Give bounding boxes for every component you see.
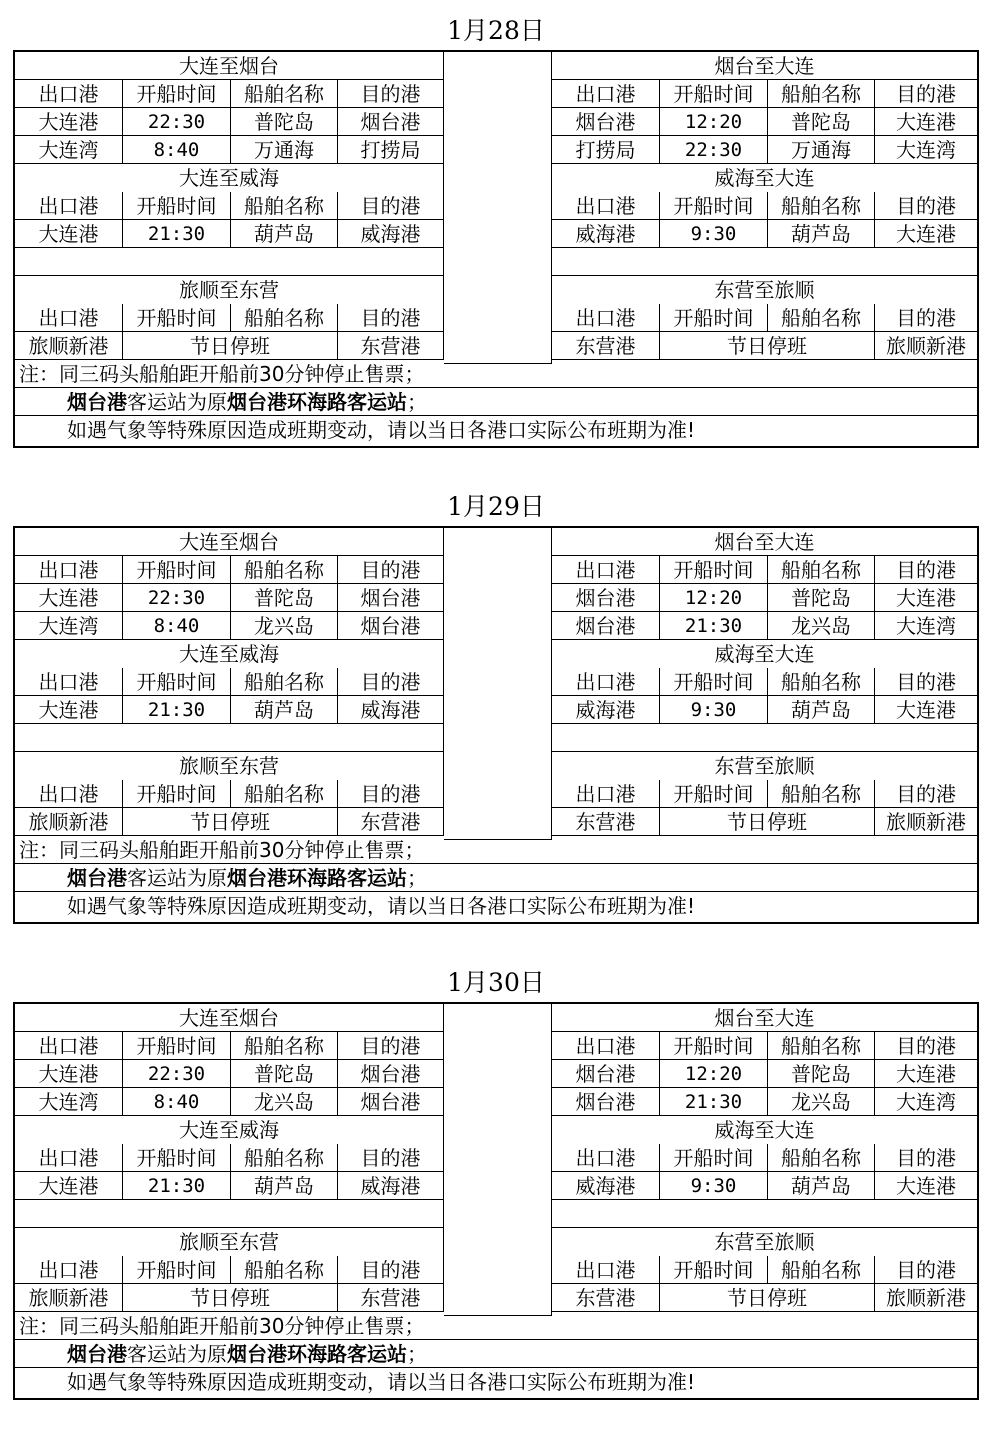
- day-schedule: [13, 16, 979, 448]
- table-row: [15, 1060, 977, 1088]
- header-destination-port: 目的港: [338, 304, 444, 332]
- header-destination-port: 目的港: [338, 80, 444, 108]
- route-title-dalian-weihai: 大连至威海: [15, 640, 444, 668]
- note-text: 如遇气象等特殊原因造成班期变动，请以当日各港口实际公布班期为准!: [67, 1370, 696, 1394]
- note-bold-text: 烟台港环海路客运站: [227, 866, 407, 890]
- cell-destination: 大连港: [875, 108, 977, 136]
- cell-time: 9:30: [660, 696, 768, 724]
- cell-time: 12:20: [660, 584, 768, 612]
- table-row: [15, 136, 977, 164]
- route-title-weihai-dalian: 威海至大连: [714, 1118, 815, 1142]
- header-departure-time: 开船时间: [123, 556, 231, 584]
- header-ship-name: 船舶名称: [231, 1032, 338, 1060]
- empty-row: [15, 724, 444, 752]
- cell-destination: 大连港: [875, 220, 977, 248]
- cell-port: 烟台港: [552, 612, 660, 640]
- cell-destination: 威海港: [338, 1172, 444, 1200]
- note-text: ；: [407, 1342, 427, 1366]
- note-ticket-stop: [15, 836, 977, 864]
- header-departure-time: 开船时间: [660, 780, 768, 808]
- cell-destination: 旅顺新港: [875, 808, 977, 836]
- cell-time: 22:30: [123, 1060, 231, 1088]
- note-bold-text: 烟台港: [67, 866, 127, 890]
- table-row: [15, 808, 977, 836]
- cell-port: 旅顺新港: [15, 808, 123, 836]
- note-text: 客运站为原: [127, 390, 227, 414]
- header-departure-time: 开船时间: [660, 1256, 768, 1284]
- header-ship-name: 船舶名称: [768, 780, 875, 808]
- header-departure-port: 出口港: [15, 192, 123, 220]
- header-ship-name: 船舶名称: [768, 668, 875, 696]
- header-destination-port: 目的港: [338, 556, 444, 584]
- cell-destination: 旅顺新港: [875, 1284, 977, 1312]
- cell-status: 节日停班: [123, 332, 338, 360]
- cell-ship: 龙兴岛: [231, 1088, 338, 1116]
- cell-time: 21:30: [123, 1172, 231, 1200]
- cell-port: 大连湾: [15, 1088, 123, 1116]
- cell-port: 东营港: [552, 332, 660, 360]
- route-title-lushun-dongying: 旅顺至东营: [15, 276, 444, 304]
- header-departure-time: 开船时间: [660, 80, 768, 108]
- header-ship-name: 船舶名称: [231, 1144, 338, 1172]
- header-ship-name: 船舶名称: [231, 780, 338, 808]
- cell-port: 大连港: [15, 1060, 123, 1088]
- cell-time: 8:40: [123, 612, 231, 640]
- header-departure-time: 开船时间: [123, 304, 231, 332]
- header-ship-name: 船舶名称: [768, 1144, 875, 1172]
- header-departure-port: 出口港: [15, 668, 123, 696]
- cell-time: 21:30: [660, 612, 768, 640]
- note-text: 如遇气象等特殊原因造成班期变动，请以当日各港口实际公布班期为准!: [67, 894, 696, 918]
- cell-port: 打捞局: [552, 136, 660, 164]
- header-departure-time: 开船时间: [660, 668, 768, 696]
- route-title-weihai-dalian: 威海至大连: [714, 642, 815, 666]
- header-destination-port: 目的港: [338, 780, 444, 808]
- cell-ship: 葫芦岛: [768, 220, 875, 248]
- cell-destination: 打捞局: [338, 136, 444, 164]
- cell-time: 8:40: [123, 1088, 231, 1116]
- note-station: [15, 1340, 977, 1368]
- header-departure-port: 出口港: [15, 780, 123, 808]
- cell-port: 大连港: [15, 1172, 123, 1200]
- header-departure-port: 出口港: [15, 1032, 123, 1060]
- header-departure-port: 出口港: [15, 1144, 123, 1172]
- day-schedule: [13, 492, 979, 924]
- cell-port: 大连港: [15, 696, 123, 724]
- cell-status: 节日停班: [123, 1284, 338, 1312]
- header-departure-time: 开船时间: [123, 1256, 231, 1284]
- cell-ship: 普陀岛: [231, 1060, 338, 1088]
- header-destination-port: 目的港: [338, 1032, 444, 1060]
- cell-destination: 大连湾: [875, 612, 977, 640]
- cell-ship: 葫芦岛: [231, 696, 338, 724]
- cell-status: 节日停班: [660, 332, 875, 360]
- cell-port: 大连港: [15, 220, 123, 248]
- header-destination-port: 目的港: [338, 192, 444, 220]
- cell-time: 12:20: [660, 108, 768, 136]
- empty-row: [15, 1200, 444, 1228]
- table-row: [15, 696, 977, 724]
- note-bold-text: 烟台港: [67, 390, 127, 414]
- header-departure-port: 出口港: [552, 668, 660, 696]
- header-destination-port: 目的港: [875, 556, 977, 584]
- header-departure-port: 出口港: [552, 1144, 660, 1172]
- header-ship-name: 船舶名称: [231, 556, 338, 584]
- header-departure-time: 开船时间: [660, 192, 768, 220]
- header-departure-port: 出口港: [552, 304, 660, 332]
- cell-destination: 旅顺新港: [875, 332, 977, 360]
- cell-ship: 葫芦岛: [231, 1172, 338, 1200]
- header-ship-name: 船舶名称: [231, 80, 338, 108]
- header-ship-name: 船舶名称: [231, 304, 338, 332]
- cell-time: 22:30: [123, 108, 231, 136]
- day-title: 1月29日: [447, 492, 545, 521]
- cell-time: 8:40: [123, 136, 231, 164]
- cell-port: 威海港: [552, 696, 660, 724]
- cell-port: 威海港: [552, 220, 660, 248]
- header-ship-name: 船舶名称: [768, 556, 875, 584]
- note-station: [15, 388, 977, 416]
- header-departure-time: 开船时间: [123, 80, 231, 108]
- cell-port: 烟台港: [552, 584, 660, 612]
- route-title-dalian-weihai: 大连至威海: [15, 1116, 444, 1144]
- header-departure-port: 出口港: [552, 780, 660, 808]
- note-bold-text: 烟台港: [67, 1342, 127, 1366]
- cell-ship: 普陀岛: [768, 584, 875, 612]
- header-departure-time: 开船时间: [660, 1144, 768, 1172]
- header-ship-name: 船舶名称: [768, 192, 875, 220]
- note-weather: [15, 892, 977, 920]
- day-title: 1月28日: [447, 16, 545, 45]
- cell-ship: 万通海: [231, 136, 338, 164]
- cell-destination: 大连港: [875, 584, 977, 612]
- empty-row: [15, 248, 444, 276]
- header-departure-port: 出口港: [15, 80, 123, 108]
- cell-port: 旅顺新港: [15, 332, 123, 360]
- note-weather: [15, 1368, 977, 1396]
- header-departure-time: 开船时间: [123, 1032, 231, 1060]
- cell-destination: 烟台港: [338, 1088, 444, 1116]
- table-row: [15, 584, 977, 612]
- cell-destination: 威海港: [338, 220, 444, 248]
- cell-status: 节日停班: [660, 808, 875, 836]
- route-title-lushun-dongying: 旅顺至东营: [15, 752, 444, 780]
- cell-destination: 东营港: [338, 332, 444, 360]
- header-destination-port: 目的港: [875, 1256, 977, 1284]
- header-ship-name: 船舶名称: [768, 304, 875, 332]
- note-text: ；: [407, 866, 427, 890]
- cell-destination: 东营港: [338, 808, 444, 836]
- header-departure-port: 出口港: [15, 1256, 123, 1284]
- schedule-table: [13, 526, 979, 924]
- note-bold-text: 烟台港环海路客运站: [227, 390, 407, 414]
- cell-ship: 万通海: [768, 136, 875, 164]
- table-row: [15, 612, 977, 640]
- cell-time: 22:30: [660, 136, 768, 164]
- note-ticket-stop: [15, 1312, 977, 1340]
- cell-destination: 大连湾: [875, 136, 977, 164]
- cell-destination: 大连湾: [875, 1088, 977, 1116]
- route-title-yantai-dalian: 烟台至大连: [552, 52, 977, 80]
- route-title-dongying-lushun: 东营至旅顺: [714, 278, 815, 302]
- table-row: [15, 332, 977, 360]
- header-departure-time: 开船时间: [660, 556, 768, 584]
- cell-time: 21:30: [123, 220, 231, 248]
- header-ship-name: 船舶名称: [231, 192, 338, 220]
- table-row: [15, 220, 977, 248]
- header-ship-name: 船舶名称: [768, 80, 875, 108]
- note-text: 注：同三码头船舶距开船前30分钟停止售票；: [19, 1314, 425, 1338]
- note-text: 客运站为原: [127, 866, 227, 890]
- cell-port: 大连港: [15, 584, 123, 612]
- header-destination-port: 目的港: [875, 1032, 977, 1060]
- route-title-dalian-yantai: 大连至烟台: [15, 1004, 444, 1032]
- note-text: ；: [407, 390, 427, 414]
- note-bold-text: 烟台港环海路客运站: [227, 1342, 407, 1366]
- note-text: 如遇气象等特殊原因造成班期变动，请以当日各港口实际公布班期为准!: [67, 418, 696, 442]
- header-destination-port: 目的港: [338, 1256, 444, 1284]
- header-destination-port: 目的港: [875, 780, 977, 808]
- cell-port: 旅顺新港: [15, 1284, 123, 1312]
- header-departure-port: 出口港: [552, 80, 660, 108]
- table-row: [15, 1284, 977, 1312]
- route-title-dalian-yantai: 大连至烟台: [15, 528, 444, 556]
- header-departure-port: 出口港: [15, 556, 123, 584]
- cell-ship: 龙兴岛: [768, 612, 875, 640]
- cell-ship: 普陀岛: [768, 1060, 875, 1088]
- cell-ship: 葫芦岛: [231, 220, 338, 248]
- cell-port: 威海港: [552, 1172, 660, 1200]
- route-title-yantai-dalian: 烟台至大连: [552, 528, 977, 556]
- header-destination-port: 目的港: [338, 1144, 444, 1172]
- cell-destination: 大连港: [875, 1060, 977, 1088]
- header-departure-port: 出口港: [15, 304, 123, 332]
- note-text: 客运站为原: [127, 1342, 227, 1366]
- empty-row: [552, 1200, 977, 1228]
- cell-status: 节日停班: [660, 1284, 875, 1312]
- cell-time: 21:30: [660, 1088, 768, 1116]
- cell-port: 东营港: [552, 1284, 660, 1312]
- header-departure-port: 出口港: [552, 192, 660, 220]
- header-destination-port: 目的港: [875, 192, 977, 220]
- header-ship-name: 船舶名称: [768, 1032, 875, 1060]
- cell-time: 9:30: [660, 220, 768, 248]
- table-row: [15, 108, 977, 136]
- cell-status: 节日停班: [123, 808, 338, 836]
- header-ship-name: 船舶名称: [768, 1256, 875, 1284]
- header-destination-port: 目的港: [875, 1144, 977, 1172]
- note-text: 注：同三码头船舶距开船前30分钟停止售票；: [19, 362, 425, 386]
- route-title-dalian-yantai: 大连至烟台: [15, 52, 444, 80]
- cell-ship: 龙兴岛: [231, 612, 338, 640]
- route-title-yantai-dalian: 烟台至大连: [552, 1004, 977, 1032]
- note-weather: [15, 416, 977, 444]
- cell-port: 大连湾: [15, 612, 123, 640]
- table-row: [15, 1088, 977, 1116]
- cell-time: 22:30: [123, 584, 231, 612]
- cell-ship: 普陀岛: [231, 108, 338, 136]
- empty-row: [552, 724, 977, 752]
- cell-port: 大连湾: [15, 136, 123, 164]
- cell-destination: 大连港: [875, 1172, 977, 1200]
- header-departure-port: 出口港: [552, 1256, 660, 1284]
- cell-destination: 大连港: [875, 696, 977, 724]
- header-departure-time: 开船时间: [123, 668, 231, 696]
- route-title-dongying-lushun: 东营至旅顺: [714, 1230, 815, 1254]
- cell-destination: 烟台港: [338, 108, 444, 136]
- header-departure-time: 开船时间: [123, 1144, 231, 1172]
- cell-port: 烟台港: [552, 108, 660, 136]
- day-schedule: [13, 968, 979, 1400]
- cell-ship: 葫芦岛: [768, 696, 875, 724]
- cell-time: 21:30: [123, 696, 231, 724]
- header-departure-time: 开船时间: [123, 780, 231, 808]
- cell-ship: 普陀岛: [768, 108, 875, 136]
- cell-destination: 烟台港: [338, 612, 444, 640]
- empty-row: [552, 248, 977, 276]
- header-departure-time: 开船时间: [660, 1032, 768, 1060]
- header-ship-name: 船舶名称: [231, 1256, 338, 1284]
- note-ticket-stop: [15, 360, 977, 388]
- header-departure-time: 开船时间: [123, 192, 231, 220]
- schedule-table: [13, 50, 979, 448]
- cell-ship: 龙兴岛: [768, 1088, 875, 1116]
- route-title-lushun-dongying: 旅顺至东营: [15, 1228, 444, 1256]
- cell-ship: 葫芦岛: [768, 1172, 875, 1200]
- table-row: [15, 1172, 977, 1200]
- header-departure-port: 出口港: [552, 1032, 660, 1060]
- header-destination-port: 目的港: [875, 304, 977, 332]
- header-destination-port: 目的港: [338, 668, 444, 696]
- cell-destination: 烟台港: [338, 584, 444, 612]
- day-title: 1月30日: [447, 968, 545, 997]
- header-destination-port: 目的港: [875, 80, 977, 108]
- note-text: 注：同三码头船舶距开船前30分钟停止售票；: [19, 838, 425, 862]
- header-departure-time: 开船时间: [660, 304, 768, 332]
- cell-time: 9:30: [660, 1172, 768, 1200]
- cell-time: 12:20: [660, 1060, 768, 1088]
- note-station: [15, 864, 977, 892]
- route-title-weihai-dalian: 威海至大连: [714, 166, 815, 190]
- route-title-dalian-weihai: 大连至威海: [15, 164, 444, 192]
- route-title-dongying-lushun: 东营至旅顺: [714, 754, 815, 778]
- cell-port: 大连港: [15, 108, 123, 136]
- cell-ship: 普陀岛: [231, 584, 338, 612]
- schedule-table: [13, 1002, 979, 1400]
- cell-port: 东营港: [552, 808, 660, 836]
- cell-port: 烟台港: [552, 1060, 660, 1088]
- cell-destination: 烟台港: [338, 1060, 444, 1088]
- cell-port: 烟台港: [552, 1088, 660, 1116]
- cell-destination: 威海港: [338, 696, 444, 724]
- header-ship-name: 船舶名称: [231, 668, 338, 696]
- header-departure-port: 出口港: [552, 556, 660, 584]
- header-destination-port: 目的港: [875, 668, 977, 696]
- cell-destination: 东营港: [338, 1284, 444, 1312]
